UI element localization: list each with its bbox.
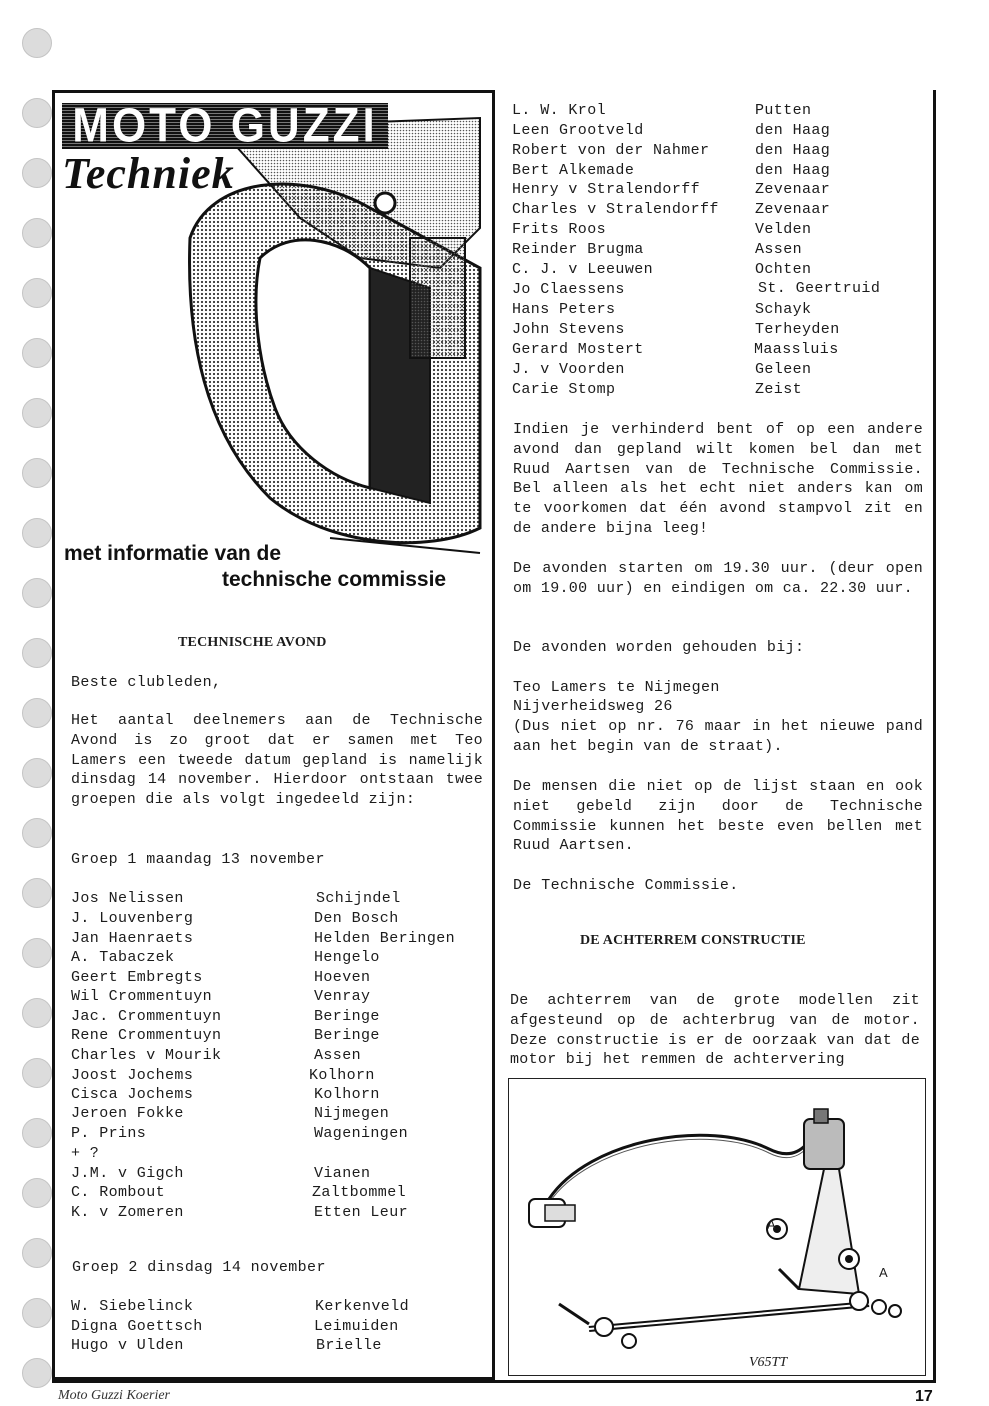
member-place: Venray [314,988,371,1005]
binder-hole [22,1238,52,1268]
binder-hole [22,938,52,968]
member-name: Digna Goettsch [71,1318,203,1335]
diagram-caption: V65TT [749,1355,788,1370]
member-name: Jeroen Fokke [71,1105,184,1122]
member-name: L. W. Krol [512,102,607,119]
member-place: Beringe [314,1027,380,1044]
binder-hole [22,28,52,58]
binder-hole [22,1358,52,1388]
member-name: K. v Zomeren [71,1204,184,1221]
address-line-2: Nijverheidsweg 26 [513,698,673,715]
member-name: Hugo v Ulden [71,1337,184,1354]
binder-hole [22,98,52,128]
address-line-1: Teo Lamers te Nijmegen [513,679,720,696]
member-name: Carie Stomp [512,381,616,398]
paragraph-call: De mensen die niet op de lijst staan en ook niet gebeld zijn door de Technische Commissie kunnen het beste even bellen met Ruud Aartsen. [513,778,923,855]
member-name: Jo Claessens [512,281,625,298]
paragraph-brake: De achterrem van de grote modellen zit afgesteund op de achterbrug van de motor. Deze constructie is er de oorzaak van dat de motor bij het remmen de achtervering [510,992,920,1069]
member-name: J. v Voorden [512,361,625,378]
binder-hole [22,218,52,248]
member-name: Gerard Mostert [512,341,644,358]
member-name: Jos Nelissen [71,890,184,907]
binder-hole [22,398,52,428]
member-place: Kolhorn [314,1086,380,1103]
subtitle-line-1: met informatie van de [64,542,282,565]
member-name: Charles v Stralendorff [512,201,719,218]
member-place: Den Bosch [314,910,399,927]
publication-name: Moto Guzzi Koerier [58,1388,170,1403]
binder-hole [22,758,52,788]
member-place: Assen [755,241,803,258]
binder-hole [22,878,52,908]
binder-hole [22,1118,52,1148]
member-place: Schayk [755,301,812,318]
member-name: Charles v Mourik [71,1047,222,1064]
member-name: Joost Jochems [71,1067,194,1084]
subtitle-line-2: technische commissie [222,568,447,591]
article-heading-2: DE ACHTERREM CONSTRUCTIE [580,933,806,948]
member-name: Cisca Jochems [71,1086,194,1103]
paragraph-notice: Indien je verhinderd bent of op een andere avond dan gepland wilt komen bel dan met Ruud Aartsen van de Technische Commissie. Bel alleen als het echt niet anders kan om te voorkomen dat één avond stampvol zit en de andere bijna leeg! [513,421,923,537]
section-title: Techniek [62,149,235,198]
member-place: Zevenaar [755,181,831,198]
member-place: Vianen [314,1165,371,1182]
member-name: J.M. v Gigch [71,1165,184,1182]
member-name: J. Louvenberg [71,910,194,927]
binder-hole [22,578,52,608]
member-name: Rene Crommentuyn [71,1027,222,1044]
brake-diagram-frame [508,1078,926,1376]
member-place: Zevenaar [755,201,831,218]
member-name: W. Siebelinck [71,1298,194,1315]
member-place: Terheyden [755,321,840,338]
paragraph-location: De avonden worden gehouden bij: [513,639,805,656]
member-place: Zaltbommel [312,1184,407,1201]
member-name: Reinder Brugma [512,241,644,258]
binder-hole [22,518,52,548]
member-place: Hengelo [314,949,380,966]
label-a-left: A [767,1217,776,1232]
brake-diagram [509,1079,925,1375]
article-heading: TECHNISCHE AVOND [178,635,327,650]
binder-hole [22,818,52,848]
group-2-title: Groep 2 dinsdag 14 november [72,1259,326,1276]
address-note: (Dus niet op nr. 76 maar in het nieuwe pand aan het begin van de straat). [513,718,923,755]
member-place: St. Geertruid [758,280,881,297]
member-place: Helden Beringen [314,930,456,947]
member-place: Leimuiden [314,1318,399,1335]
member-name: Hans Peters [512,301,616,318]
member-name: Robert von der Nahmer [512,142,710,159]
member-place: Maassluis [754,341,839,358]
member-place: Assen [314,1047,362,1064]
binder-hole [22,698,52,728]
member-name: John Stevens [512,321,625,338]
label-a-right: A [879,1265,888,1280]
member-place: Brielle [316,1337,382,1354]
member-place: Beringe [314,1008,380,1025]
member-name: Jac. Crommentuyn [71,1008,222,1025]
member-name: Jan Haenraets [71,930,194,947]
member-place: Wageningen [314,1125,409,1142]
binder-hole [22,158,52,188]
intro-paragraph: Het aantal deelnemers aan de Technische Avond is zo groot dat er samen met Teo Lamers een tweede datum gepland is namelijk dinsdag 14 november. Hierdoor ontstaan twee groepen die als volgt ingedeeld zijn: [71,712,483,809]
binder-hole [22,1298,52,1328]
binder-hole [22,1178,52,1208]
binder-hole [22,1058,52,1088]
binder-hole [22,278,52,308]
member-name: + ? [71,1145,100,1162]
member-place: Nijmegen [314,1105,390,1122]
member-place: Schijndel [316,890,401,907]
member-name: Wil Crommentuyn [71,988,213,1005]
signature: De Technische Commissie. [513,877,739,894]
member-place: Etten Leur [314,1204,409,1221]
member-name: A. Tabaczek [71,949,175,966]
member-name: Frits Roos [512,221,607,238]
member-place: Kolhorn [309,1067,375,1084]
page-number: 17 [915,1388,933,1405]
paragraph-times: De avonden starten om 19.30 uur. (deur open om 19.00 uur) en eindigen om ca. 22.30 uur. [513,560,923,597]
member-name: Geert Embregts [71,969,203,986]
binder-hole [22,338,52,368]
member-place: Ochten [755,261,812,278]
member-name: Henry v Stralendorff [512,181,701,198]
group-1-title: Groep 1 maandag 13 november [71,851,325,868]
binder-hole [22,998,52,1028]
member-place: Velden [755,221,812,238]
right-column-frame [933,90,936,1380]
masthead-brand [62,98,388,153]
member-place: Zeist [755,381,803,398]
member-place: den Haag [755,122,831,139]
brand-name: MOTO GUZZI [72,98,378,153]
column-divider [492,90,495,1380]
member-name: Leen Grootveld [512,122,644,139]
member-place: Kerkenveld [315,1298,410,1315]
member-name: C. J. v Leeuwen [512,261,654,278]
member-place: den Haag [755,162,831,179]
member-place: den Haag [755,142,831,159]
member-place: Geleen [755,361,812,378]
member-place: Putten [755,102,812,119]
binder-hole [22,638,52,668]
binder-hole [22,458,52,488]
member-name: C. Rombout [71,1184,166,1201]
member-place: Hoeven [314,969,371,986]
member-name: P. Prins [71,1125,147,1142]
bottom-rule [52,1380,936,1383]
member-name: Bert Alkemade [512,162,635,179]
greeting: Beste clubleden, [71,674,222,691]
